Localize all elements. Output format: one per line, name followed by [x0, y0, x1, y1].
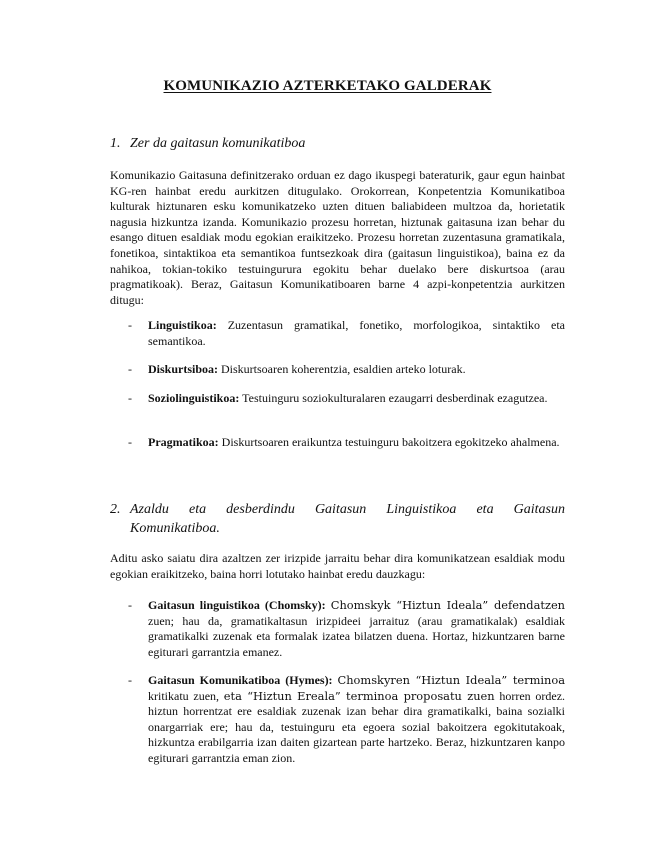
bullet-chomsky: [130, 598, 565, 660]
bullet-linguistikoa: [130, 318, 565, 349]
bullet-term: Gaitasun Komunikatiboa (Hymes):: [148, 673, 333, 687]
bullet-text: kritikatu zuen,: [148, 688, 220, 703]
section-2-number: 2.: [110, 502, 121, 517]
bullet-text: Diskurtsoaren eraikuntza testuinguru bakoitzera egokitzeko ahalmena.: [221, 435, 560, 449]
bullet-term: Linguistikoa:: [148, 318, 217, 332]
bullet-diskurtsiboa: [130, 362, 565, 378]
bullet-text-alt: Chomskyren “Hiztun Ideala” terminoa: [337, 673, 566, 687]
bullet-term: Diskurtsiboa:: [148, 362, 219, 376]
bullet-pragmatikoa: [130, 435, 565, 451]
bullet-text-alt: Chomskyk “Hiztun Ideala” defendatzen: [330, 598, 566, 612]
bullet-text: horren ordez. hiztun horrentzat ere esaldiak zuzenak izan behar dira gramatikalki, baina sozialki onargarriak ere; hau da, testuinguru eta egoera sozial bakoitzera egokitutakoak, hizkuntza erabilgarria izan daiten gizartean parte hartzeko. Beraz, hizkuntzaren kanpo egiturari garrantzia eman zion.: [148, 688, 566, 765]
section-1-intro: Komunikazio Gaitasuna definitzerako orduan ez dago ikuspegi bateraturik, gaur egun hainbat KG-ren hainbat eredu aurkitzen ditugulako. Orokorrean, Konpetentzia Komunikatiboa kulturak hiztunaren esku komunikatzeko uzten dituen baliabideen multzoa da, horietatik nagusia hizkuntza izanda. Komunikazio prozesu horretan, hiztunak gaitasuna izan behar du esango dituen esaldiak modu egokian eraikitzeko. Prozesu horretan zuzentasuna gramatikala, fonetikoa, sintaktikoa eta semantikoa funtsezkoak dira (gaitasun linguistikoa), baina ez da nahikoa, tokian-tokiko testuingurura egokitu behar duelako bere diskurtsoa (arau pragmatikoak). Beraz, Gaitasun Komunikatiboaren barne 4 azpi-konpetentzia aurkitzen ditugu:: [110, 168, 565, 307]
section-1-heading-text: Zer da gaitasun komunikatiboa: [130, 136, 306, 151]
section-2-heading-line1: Azaldu eta desberdindu Gaitasun Linguistikoa eta Gaitasun: [130, 502, 565, 517]
section-2-heading: [110, 500, 565, 538]
bullet-dash: -: [128, 391, 132, 405]
bullet-term: Soziolinguistikoa:: [148, 391, 240, 405]
section-1-heading: [110, 134, 565, 153]
section-1-number: 1.: [110, 136, 121, 151]
bullet-dash: -: [128, 362, 132, 376]
bullet-text: Zuzentasun gramatikal, fonetiko, morfologikoa, sintaktiko eta semantikoa.: [148, 318, 565, 348]
bullet-text: Testuinguru soziokulturalaren ezaugarri desberdinak ezagutzea.: [242, 391, 548, 405]
section-2-heading-line2: Komunikatiboa.: [130, 521, 220, 536]
bullet-dash: -: [128, 673, 132, 687]
bullet-dash: -: [128, 598, 132, 612]
bullet-soziolinguistikoa: [130, 391, 565, 407]
bullet-term: Pragmatikoa:: [148, 435, 219, 449]
bullet-term: Gaitasun linguistikoa (Chomsky):: [148, 598, 326, 612]
bullet-text: zuen; hau da, gramatikaltasun irizpideei jarraituz (arau gramatikalak) esaldiak gramatikalki zuzenak eta formalak izatea bilatzen duena. Hortaz, hizkuntzaren barne egiturari garrantzia emanez.: [148, 613, 565, 659]
bullet-text: Diskurtsoaren koherentzia, esaldien arteko loturak.: [221, 362, 466, 376]
bullet-dash: -: [128, 435, 132, 449]
bullet-hymes: [130, 673, 565, 767]
bullet-dash: -: [128, 318, 132, 332]
bullet-text-alt: eta “Hiztun Ereala” terminoa proposatu zuen: [223, 688, 495, 703]
page-title: KOMUNIKAZIO AZTERKETAKO GALDERAK: [163, 78, 492, 94]
section-2-intro: Aditu asko saiatu dira azaltzen zer irizpide jarraitu behar dira komunikatzean esaldiak modu egokian eraikitzeko, baina horri lotutako hainbat eredu dauzkagu:: [110, 551, 565, 581]
